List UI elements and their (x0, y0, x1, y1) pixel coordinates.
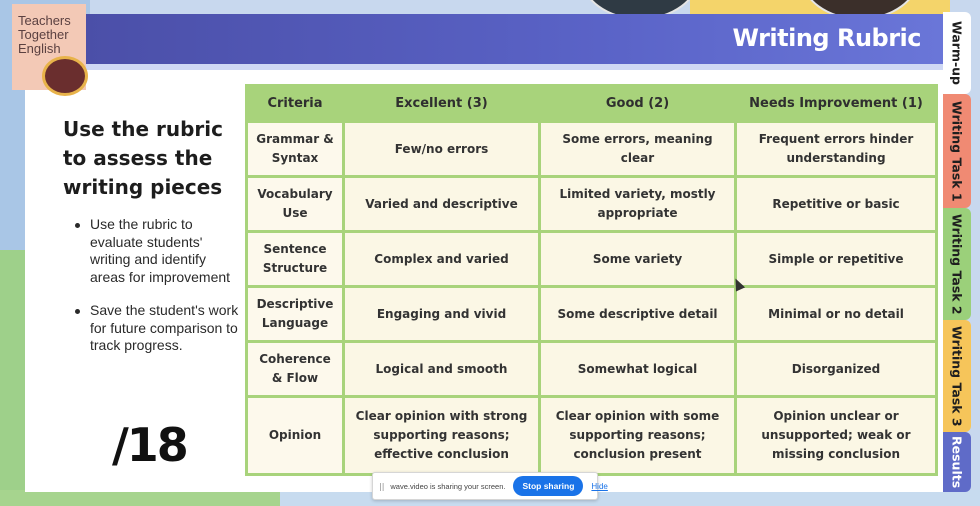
criteria-cell: Coherence & Flow (247, 342, 344, 397)
list-item: Save the student's work for future comparison to track progress. (72, 302, 240, 355)
tab-label: Writing Task 2 (949, 213, 965, 315)
needs-improvement-cell: Opinion unclear or unsupported; weak or missing conclusion (736, 397, 937, 475)
needs-improvement-cell: Repetitive or basic (736, 177, 937, 232)
table-row (247, 342, 937, 397)
needs-improvement-cell: Disorganized (736, 342, 937, 397)
excellent-cell: Logical and smooth (344, 342, 540, 397)
table-header-row (247, 86, 937, 122)
background-bottom-green (0, 490, 280, 506)
page-heading: Use the rubric to assess the writing pieces (63, 117, 223, 199)
excellent-cell: Few/no errors (344, 122, 540, 177)
hide-link[interactable]: Hide (591, 481, 608, 491)
list-item: Use the rubric to evaluate students' writing and identify areas for improvement (72, 216, 240, 286)
tab-label: Writing Task 1 (949, 100, 965, 202)
table-row (247, 232, 937, 287)
screen-share-bar (372, 472, 608, 500)
excellent-cell: Clear opinion with strong supporting reasons; effective conclusion (344, 397, 540, 475)
tab-writing-task-3[interactable] (943, 320, 971, 432)
needs-improvement-cell: Minimal or no detail (736, 287, 937, 342)
column-header: Criteria (247, 86, 344, 122)
good-cell: Clear opinion with some supporting reasons; conclusion present (540, 397, 736, 475)
needs-improvement-cell: Simple or repetitive (736, 232, 937, 287)
table-row (247, 397, 937, 475)
section-tabs (943, 12, 971, 492)
rubric-table (245, 84, 938, 476)
slide-header (85, 14, 943, 64)
column-header: Good (2) (540, 86, 736, 122)
criteria-cell: Grammar & Syntax (247, 122, 344, 177)
excellent-cell: Varied and descriptive (344, 177, 540, 232)
good-cell: Some variety (540, 232, 736, 287)
drag-handle-icon[interactable]: || (379, 481, 385, 491)
share-message: wave.video is sharing your screen. (390, 481, 506, 491)
tab-writing-task-2[interactable] (943, 208, 971, 320)
logo-avatar (42, 56, 88, 96)
good-cell: Somewhat logical (540, 342, 736, 397)
header-stripe (85, 64, 943, 70)
excellent-cell: Complex and varied (344, 232, 540, 287)
tab-results[interactable] (943, 432, 971, 492)
stop-sharing-button[interactable]: Stop sharing (513, 476, 583, 496)
table-row (247, 177, 937, 232)
good-cell: Some errors, meaning clear (540, 122, 736, 177)
good-cell: Some descriptive detail (540, 287, 736, 342)
tab-label: Warm-up (949, 20, 965, 85)
excellent-cell: Engaging and vivid (344, 287, 540, 342)
criteria-cell: Sentence Structure (247, 232, 344, 287)
column-header: Needs Improvement (1) (736, 86, 937, 122)
needs-improvement-cell: Frequent errors hinder understanding (736, 122, 937, 177)
criteria-cell: Opinion (247, 397, 344, 475)
column-header: Excellent (3) (344, 86, 540, 122)
logo-text: Teachers Together English (18, 13, 71, 56)
score-total: /18 (112, 418, 187, 472)
tab-writing-task-1[interactable] (943, 94, 971, 208)
criteria-cell: Descriptive Language (247, 287, 344, 342)
logo (12, 4, 86, 90)
table-row (247, 287, 937, 342)
good-cell: Limited variety, mostly appropriate (540, 177, 736, 232)
criteria-cell: Vocabulary Use (247, 177, 344, 232)
instruction-list (72, 216, 240, 371)
tab-label: Writing Task 3 (949, 325, 965, 427)
slide-title: Writing Rubric (732, 24, 921, 52)
table-row (247, 122, 937, 177)
tab-label: Results (949, 435, 965, 489)
tab-warm-up[interactable] (943, 12, 971, 94)
